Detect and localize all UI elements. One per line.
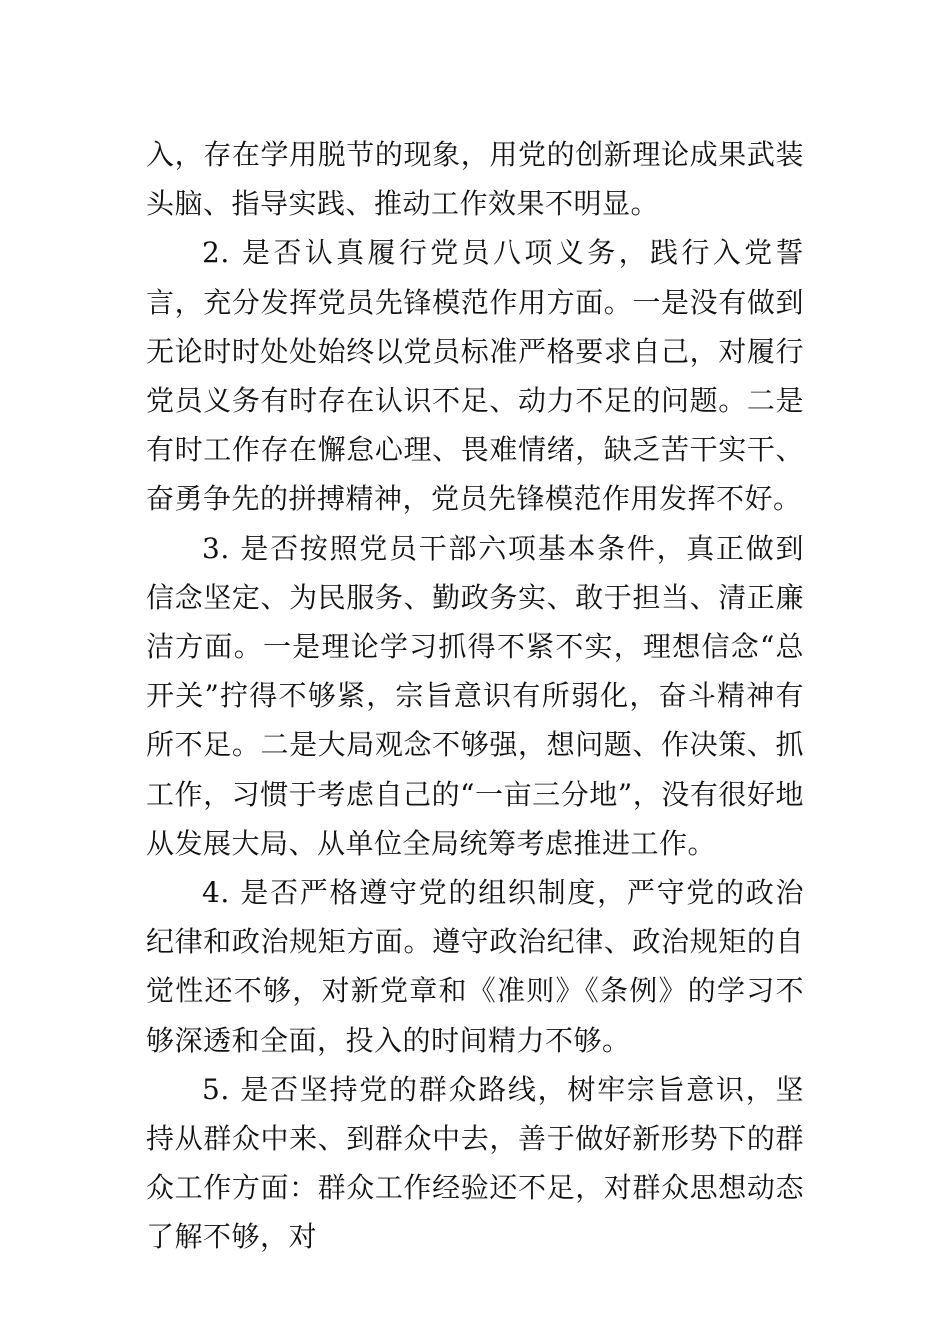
paragraph-item-3: 3. 是否按照党员干部六项基本条件，真正做到信念坚定、为民服务、勤政务实、敢于担当、清正廉洁方面。一是理论学习抓得不紧不实，理想信念“总开关”拧得不够紧，宗旨意识有所弱化，奋斗精神有所不足。二是大局观念不够强，想问题、作决策、抓工作，习惯于考虑自己的“一亩三分地”，没有很好地从发展大局、从单位全局统筹考虑推进工作。 [146, 531, 804, 860]
paragraph-continuation: 入，存在学用脱节的现象，用党的创新理论成果武装头脑、指导实践、推动工作效果不明显。 [146, 138, 804, 221]
document-body [146, 130, 804, 1262]
paragraph-item-5: 5. 是否坚持党的群众路线，树牢宗旨意识，坚持从群众中来、到群众中去，善于做好新形势下的群众工作方面：群众工作经验还不足，对群众思想动态了解不够，对 [146, 1072, 804, 1254]
paragraph-item-2: 2. 是否认真履行党员八项义务，践行入党誓言，充分发挥党员先锋模范作用方面。一是没有做到无论时时处处始终以党员标准严格要求自己，对履行党员义务有时存在认识不足、动力不足的问题。二是有时工作存在懈怠心理、畏难情绪，缺乏苦干实干、奋勇争先的拼搏精神，党员先锋模范作用发挥不好。 [146, 236, 804, 516]
paragraph-item-4: 4. 是否严格遵守党的组织制度，严守党的政治纪律和政治规矩方面。遵守政治纪律、政治规矩的自觉性还不够，对新党章和《准则》《条例》的学习不够深透和全面，投入的时间精力不够。 [146, 876, 804, 1057]
